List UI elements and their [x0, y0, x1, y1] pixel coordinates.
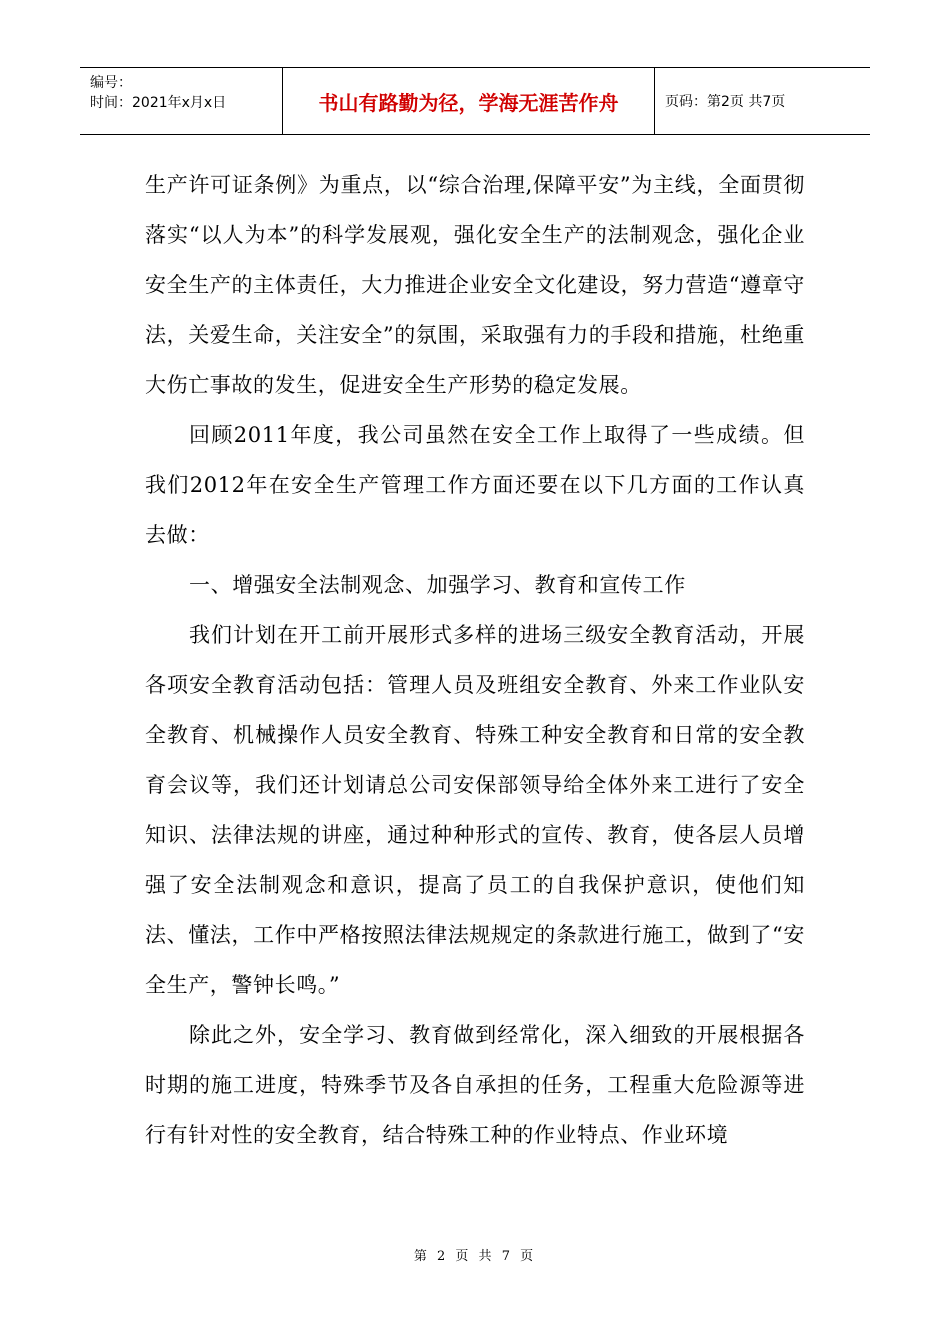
header-page-cell	[655, 68, 870, 134]
motto-text: 书山有路勤为径，学海无涯苦作舟	[318, 90, 619, 115]
header-motto-cell	[283, 68, 655, 134]
document-body	[145, 160, 805, 1160]
date-label: 时间：2021年x月x日	[90, 95, 227, 111]
page-header	[80, 67, 870, 135]
serial-label: 编号：	[90, 75, 132, 91]
section-heading: 一、增强安全法制观念、加强学习、教育和宣传工作	[189, 573, 686, 597]
paragraph-review: 回顾2011年度，我公司虽然在安全工作上取得了一些成绩。但我们2012年在安全生产管理工作方面还要在以下几方面的工作认真去做：	[145, 423, 805, 547]
paragraph-education: 我们计划在开工前开展形式多样的进场三级安全教育活动，开展各项安全教育活动包括：管理人员及班组安全教育、外来工作业队安全教育、机械操作人员安全教育、特殊工种安全教育和日常的安全教育会议等，我们还计划请总公司安保部领导给全体外来工进行了安全知识、法律法规的讲座，通过种种形式的宣传、教育，使各层人员增强了安全法制观念和意识，提高了员工的自我保护意识，使他们知法、懂法，工作中严格按照法律法规规定的条款进行施工，做到了“安全生产，警钟长鸣。”	[145, 623, 805, 997]
paragraph-continuation: 生产许可证条例》为重点，以“综合治理,保障平安”为主线，全面贯彻落实“以人为本”的科学发展观，强化安全生产的法制观念，强化企业安全生产的主体责任，大力推进企业安全文化建设，努力营造“遵章守法，关爱生命，关注安全”的氛围，采取强有力的手段和措施，杜绝重大伤亡事故的发生，促进安全生产形势的稳定发展。	[145, 173, 805, 397]
page-footer: 第 2 页 共 7 页	[413, 1249, 537, 1264]
paragraph-additional: 除此之外，安全学习、教育做到经常化，深入细致的开展根据各时期的施工进度，特殊季节及各自承担的任务，工程重大危险源等进行有针对性的安全教育，结合特殊工种的作业特点、作业环境	[145, 1023, 805, 1147]
page-info: 页码：第2页 共7页	[665, 94, 786, 110]
header-meta-cell	[80, 68, 283, 134]
